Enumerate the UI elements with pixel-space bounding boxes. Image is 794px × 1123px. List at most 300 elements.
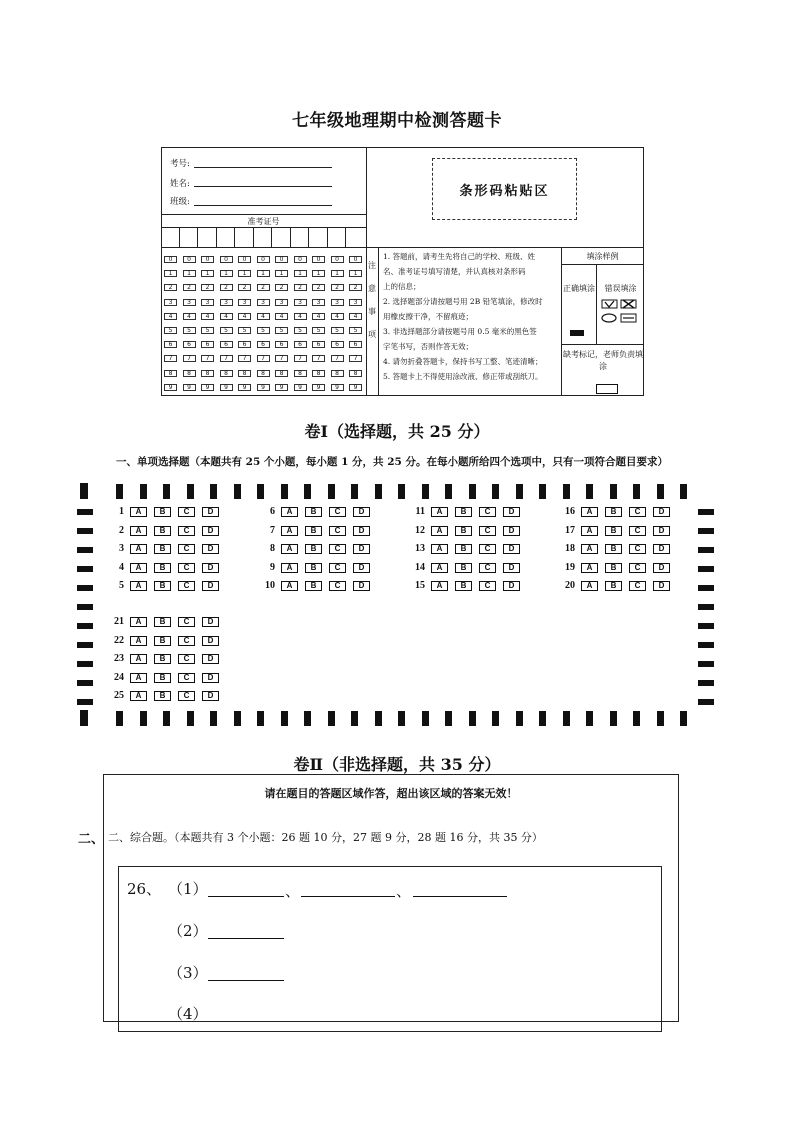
option-bubble-c[interactable]: C — [479, 544, 496, 554]
option-bubble-a[interactable]: A — [281, 544, 298, 554]
digit-bubble[interactable]: 8 — [183, 370, 196, 377]
option-bubble-d[interactable]: D — [353, 526, 370, 536]
option-bubble-d[interactable]: D — [202, 673, 219, 683]
timing-mark-top — [328, 484, 335, 499]
option-bubble-d[interactable]: D — [202, 617, 219, 627]
digit-bubble[interactable]: 1 — [220, 270, 233, 277]
option-bubble-c[interactable]: C — [178, 581, 195, 591]
option-bubble-b[interactable]: B — [154, 654, 171, 664]
option-bubble-c[interactable]: C — [629, 581, 646, 591]
option-bubble-a[interactable]: A — [281, 507, 298, 517]
digit-bubble[interactable]: 4 — [349, 313, 362, 320]
question-number: 1 — [119, 506, 124, 517]
option-bubble-b[interactable]: B — [455, 563, 472, 573]
digit-bubble[interactable]: 7 — [275, 355, 288, 362]
digit-bubble[interactable]: 1 — [294, 270, 307, 277]
timing-mark-top — [492, 484, 499, 499]
digit-bubble[interactable]: 7 — [312, 355, 325, 362]
ticket-cell[interactable] — [328, 227, 347, 247]
question-number: 11 — [415, 506, 425, 517]
option-bubble-d[interactable]: D — [653, 507, 670, 517]
digit-bubble[interactable]: 6 — [349, 341, 362, 348]
ticket-cell[interactable] — [161, 227, 180, 247]
digit-bubble[interactable]: 1 — [201, 270, 214, 277]
digit-bubble[interactable]: 8 — [201, 370, 214, 377]
option-bubble-a[interactable]: A — [431, 563, 448, 573]
option-bubble-b[interactable]: B — [605, 507, 622, 517]
timing-mark-bottom — [234, 711, 241, 726]
option-bubble-a[interactable]: A — [130, 563, 147, 573]
class-label: 班级: — [170, 197, 190, 207]
option-bubble-b[interactable]: B — [154, 617, 171, 627]
option-bubble-d[interactable]: D — [353, 507, 370, 517]
question-number: 21 — [114, 616, 124, 627]
option-bubble-c[interactable]: C — [178, 654, 195, 664]
question-number: 22 — [114, 634, 124, 646]
option-bubble-d[interactable]: D — [353, 581, 370, 591]
question-number: 9 — [270, 562, 275, 573]
digit-bubble[interactable]: 6 — [238, 341, 251, 348]
digit-bubble[interactable]: 7 — [164, 355, 177, 362]
option-bubble-a[interactable]: A — [581, 581, 598, 591]
wrong-fill-examples — [600, 297, 640, 327]
question-number: 14 — [415, 562, 425, 573]
timing-mark-left — [77, 604, 93, 610]
option-bubble-c[interactable]: C — [479, 563, 496, 573]
digit-bubble[interactable]: 1 — [312, 270, 325, 277]
digit-bubble[interactable]: 0 — [238, 256, 251, 263]
option-bubble-d[interactable]: D — [503, 507, 520, 517]
digit-bubble[interactable]: 9 — [220, 384, 233, 391]
option-bubble-d[interactable]: D — [202, 581, 219, 591]
digit-bubble[interactable]: 1 — [275, 270, 288, 277]
digit-bubble[interactable]: 5 — [349, 327, 362, 334]
digit-bubble[interactable]: 0 — [294, 256, 307, 263]
timing-mark-bottom — [281, 711, 288, 726]
option-bubble-c[interactable]: C — [178, 526, 195, 536]
digit-bubble[interactable]: 2 — [183, 284, 196, 291]
digit-bubble[interactable]: 7 — [349, 355, 362, 362]
digit-bubble[interactable]: 7 — [183, 355, 196, 362]
separator: 、 — [285, 882, 301, 900]
option-bubble-d[interactable]: D — [653, 581, 670, 591]
digit-bubble[interactable]: 1 — [238, 270, 251, 277]
option-bubble-d[interactable]: D — [653, 563, 670, 573]
digit-bubble[interactable]: 3 — [257, 299, 270, 306]
digit-bubble[interactable]: 5 — [294, 327, 307, 334]
timing-mark-left — [77, 528, 93, 534]
digit-bubble[interactable]: 7 — [220, 355, 233, 362]
digit-bubble[interactable]: 3 — [331, 299, 344, 306]
option-bubble-a[interactable]: A — [581, 544, 598, 554]
option-bubble-d[interactable]: D — [353, 544, 370, 554]
timing-mark-bottom — [116, 711, 123, 726]
option-bubble-a[interactable]: A — [431, 526, 448, 536]
option-bubble-b[interactable]: B — [605, 526, 622, 536]
digit-bubble[interactable]: 8 — [349, 370, 362, 377]
wrong-fill-label: 错误填涂 — [604, 284, 637, 293]
digit-bubble[interactable]: 9 — [201, 384, 214, 391]
digit-bubble[interactable]: 3 — [349, 299, 362, 306]
digit-bubble[interactable]: 5 — [331, 327, 344, 334]
digit-bubble[interactable]: 4 — [238, 313, 251, 320]
digit-bubble[interactable]: 6 — [275, 341, 288, 348]
digit-bubble[interactable]: 7 — [238, 355, 251, 362]
ticket-cell[interactable] — [309, 227, 328, 247]
absent-mark-box[interactable] — [596, 384, 618, 394]
option-bubble-b[interactable]: B — [305, 581, 322, 591]
option-bubble-c[interactable]: C — [178, 636, 195, 646]
digit-bubble[interactable]: 7 — [257, 355, 270, 362]
digit-bubble[interactable]: 6 — [220, 341, 233, 348]
digit-bubble[interactable]: 5 — [257, 327, 270, 334]
option-bubble-d[interactable]: D — [503, 544, 520, 554]
option-bubble-c[interactable]: C — [629, 563, 646, 573]
q26-1-blank-a[interactable] — [208, 880, 284, 897]
digit-bubble[interactable]: 7 — [201, 355, 214, 362]
q26-sub2-label: （2） — [168, 922, 208, 940]
digit-bubble[interactable]: 3 — [238, 299, 251, 306]
digit-bubble[interactable]: 3 — [220, 299, 233, 306]
digit-bubble[interactable]: 8 — [238, 370, 251, 377]
option-bubble-d[interactable]: D — [202, 544, 219, 554]
timing-mark-bottom — [304, 711, 311, 726]
option-bubble-d[interactable]: D — [202, 636, 219, 646]
option-bubble-b[interactable]: B — [605, 563, 622, 573]
q26-3-blank[interactable] — [208, 964, 284, 981]
option-bubble-c[interactable]: C — [629, 507, 646, 517]
timing-mark-left — [77, 699, 93, 705]
option-bubble-a[interactable]: A — [581, 563, 598, 573]
digit-bubble[interactable]: 4 — [275, 313, 288, 320]
q26-1-blank-c[interactable] — [413, 880, 507, 897]
timing-mark-top — [586, 484, 593, 499]
option-bubble-c[interactable]: C — [329, 507, 346, 517]
digit-bubble[interactable]: 3 — [201, 299, 214, 306]
digit-bubble[interactable]: 0 — [331, 256, 344, 263]
question-number: 12 — [415, 525, 425, 536]
digit-bubble[interactable]: 1 — [183, 270, 196, 277]
q26-1-blank-b[interactable] — [301, 880, 395, 897]
digit-bubble[interactable]: 4 — [312, 313, 325, 320]
option-bubble-c[interactable]: C — [329, 581, 346, 591]
option-bubble-c[interactable]: C — [178, 617, 195, 627]
digit-bubble[interactable]: 1 — [349, 270, 362, 277]
digit-bubble[interactable]: 2 — [294, 284, 307, 291]
notes-side-label — [366, 254, 378, 346]
timing-mark-top — [563, 484, 570, 499]
option-bubble-c[interactable]: C — [479, 526, 496, 536]
digit-bubble[interactable]: 8 — [257, 370, 270, 377]
q26-sub3-label: （3） — [168, 964, 208, 982]
digit-bubble[interactable]: 8 — [294, 370, 307, 377]
digit-bubble[interactable]: 3 — [164, 299, 177, 306]
option-bubble-a[interactable]: A — [130, 654, 147, 664]
digit-bubble[interactable]: 4 — [183, 313, 196, 320]
fill-sample-label: 填涂样例 — [586, 252, 619, 261]
option-bubble-d[interactable]: D — [653, 526, 670, 536]
q26-2-blank[interactable] — [208, 922, 284, 939]
digit-bubble[interactable]: 0 — [349, 256, 362, 263]
option-bubble-b[interactable]: B — [154, 526, 171, 536]
digit-bubble[interactable]: 0 — [257, 256, 270, 263]
option-bubble-b[interactable]: B — [455, 544, 472, 554]
option-bubble-b[interactable]: B — [154, 563, 171, 573]
divider — [161, 214, 366, 215]
option-bubble-c[interactable]: C — [329, 526, 346, 536]
exam-no-field[interactable] — [194, 157, 332, 168]
digit-bubble[interactable]: 4 — [294, 313, 307, 320]
digit-bubble[interactable]: 4 — [164, 313, 177, 320]
digit-bubble[interactable]: 4 — [257, 313, 270, 320]
option-bubble-d[interactable]: D — [503, 526, 520, 536]
digit-bubble[interactable]: 2 — [349, 284, 362, 291]
option-bubble-a[interactable]: A — [130, 691, 147, 701]
timing-mark-left — [77, 680, 93, 686]
option-bubble-d[interactable]: D — [503, 563, 520, 573]
ticket-cell[interactable] — [180, 227, 199, 247]
exam-no-label: 考号: — [170, 159, 190, 169]
digit-bubble[interactable]: 9 — [312, 384, 325, 391]
digit-bubble[interactable]: 4 — [331, 313, 344, 320]
option-bubble-b[interactable]: B — [455, 581, 472, 591]
ticket-cell[interactable] — [217, 227, 236, 247]
option-bubble-a[interactable]: A — [130, 636, 147, 646]
note-line: 5. 答题卡上不得使用涂改液、修正带或刮纸刀。 — [383, 372, 543, 381]
digit-bubble[interactable]: 8 — [164, 370, 177, 377]
digit-bubble[interactable]: 8 — [275, 370, 288, 377]
option-bubble-a[interactable]: A — [130, 581, 147, 591]
option-bubble-a[interactable]: A — [431, 507, 448, 517]
q26-label: 26、 — [127, 880, 162, 898]
option-bubble-a[interactable]: A — [130, 526, 147, 536]
timing-mark-right — [698, 699, 714, 705]
digit-bubble[interactable]: 8 — [312, 370, 325, 377]
option-bubble-a[interactable]: A — [281, 581, 298, 591]
digit-bubble[interactable]: 3 — [312, 299, 325, 306]
option-bubble-d[interactable]: D — [202, 563, 219, 573]
digit-bubble[interactable]: 9 — [164, 384, 177, 391]
digit-bubble[interactable]: 5 — [312, 327, 325, 334]
option-bubble-c[interactable]: C — [629, 544, 646, 554]
note-line: 4. 请勿折叠答题卡，保持书写工整、笔迹清晰； — [383, 357, 543, 366]
question-number: 20 — [565, 580, 575, 591]
digit-bubble[interactable]: 9 — [238, 384, 251, 391]
option-bubble-c[interactable]: C — [178, 673, 195, 683]
section2-title: 卷Ⅱ（非选择题，共 35 分） — [293, 755, 501, 774]
digit-bubble[interactable]: 3 — [294, 299, 307, 306]
option-bubble-a[interactable]: A — [281, 526, 298, 536]
digit-bubble[interactable]: 2 — [275, 284, 288, 291]
digit-bubble[interactable]: 9 — [275, 384, 288, 391]
digit-bubble[interactable]: 2 — [312, 284, 325, 291]
digit-bubble[interactable]: 2 — [164, 284, 177, 291]
digit-bubble[interactable]: 6 — [257, 341, 270, 348]
class-field[interactable] — [194, 195, 332, 206]
option-bubble-b[interactable]: B — [455, 526, 472, 536]
timing-mark-right — [698, 547, 714, 553]
option-bubble-d[interactable]: D — [202, 654, 219, 664]
digit-bubble[interactable]: 8 — [220, 370, 233, 377]
ticket-cell[interactable] — [198, 227, 217, 247]
timing-mark-top — [375, 484, 382, 499]
notes-side-char: 注 — [368, 261, 376, 270]
digit-bubble[interactable]: 5 — [275, 327, 288, 334]
timing-mark-left — [77, 566, 93, 572]
timing-mark-top — [633, 484, 640, 499]
digit-bubble[interactable]: 6 — [312, 341, 325, 348]
option-bubble-c[interactable]: C — [479, 507, 496, 517]
option-bubble-c[interactable]: C — [178, 544, 195, 554]
option-bubble-c[interactable]: C — [178, 507, 195, 517]
option-bubble-c[interactable]: C — [329, 563, 346, 573]
timing-mark-bottom — [351, 711, 358, 726]
option-bubble-b[interactable]: B — [605, 581, 622, 591]
question-number: 24 — [114, 671, 124, 683]
digit-bubble[interactable]: 5 — [220, 327, 233, 334]
digit-bubble[interactable]: 5 — [164, 327, 177, 334]
timing-mark-top — [469, 484, 476, 499]
question-number: 18 — [565, 543, 575, 554]
timing-mark-top — [234, 484, 241, 499]
option-bubble-b[interactable]: B — [305, 526, 322, 536]
correct-fill-example — [570, 330, 584, 336]
timing-mark-bottom — [257, 711, 264, 726]
digit-bubble[interactable]: 9 — [331, 384, 344, 391]
question-number: 6 — [270, 506, 275, 517]
digit-bubble[interactable]: 2 — [257, 284, 270, 291]
option-bubble-b[interactable]: B — [154, 507, 171, 517]
timing-mark-right — [698, 642, 714, 648]
answer-warning: 请在题目的答题区域作答，超出该区域的答案无效！ — [264, 787, 518, 800]
digit-bubble[interactable]: 1 — [164, 270, 177, 277]
digit-bubble[interactable]: 1 — [257, 270, 270, 277]
option-bubble-d[interactable]: D — [202, 691, 219, 701]
digit-bubble[interactable]: 0 — [275, 256, 288, 263]
ticket-cell[interactable] — [235, 227, 254, 247]
option-bubble-d[interactable]: D — [202, 507, 219, 517]
timing-mark-bottom — [680, 711, 687, 726]
note-line: 3. 非选择题部分请按题号用 0.5 毫米的黑色签 — [383, 327, 537, 336]
digit-bubble[interactable]: 3 — [183, 299, 196, 306]
digit-bubble[interactable]: 7 — [331, 355, 344, 362]
timing-mark-top — [351, 484, 358, 499]
option-bubble-c[interactable]: C — [178, 691, 195, 701]
digit-bubble[interactable]: 6 — [201, 341, 214, 348]
option-bubble-a[interactable]: A — [130, 544, 147, 554]
digit-bubble[interactable]: 9 — [349, 384, 362, 391]
option-bubble-b[interactable]: B — [154, 544, 171, 554]
digit-bubble[interactable]: 4 — [201, 313, 214, 320]
digit-bubble[interactable]: 2 — [220, 284, 233, 291]
digit-bubble[interactable]: 0 — [164, 256, 177, 263]
name-field[interactable] — [194, 176, 332, 187]
digit-bubble[interactable]: 5 — [201, 327, 214, 334]
digit-bubble[interactable]: 2 — [238, 284, 251, 291]
option-bubble-d[interactable]: D — [202, 526, 219, 536]
digit-bubble[interactable]: 2 — [201, 284, 214, 291]
option-bubble-a[interactable]: A — [431, 544, 448, 554]
option-bubble-c[interactable]: C — [329, 544, 346, 554]
option-bubble-b[interactable]: B — [154, 691, 171, 701]
option-bubble-a[interactable]: A — [130, 507, 147, 517]
digit-bubble[interactable]: 6 — [331, 341, 344, 348]
option-bubble-d[interactable]: D — [503, 581, 520, 591]
question-number: 8 — [270, 543, 275, 554]
timing-mark-right — [698, 680, 714, 686]
option-bubble-c[interactable]: C — [629, 526, 646, 536]
option-bubble-b[interactable]: B — [305, 563, 322, 573]
note-line: 1. 答题前，请考生先将自己的学校、班级、姓 — [383, 252, 536, 261]
digit-bubble[interactable]: 0 — [312, 256, 325, 263]
ticket-cell[interactable] — [291, 227, 310, 247]
option-bubble-c[interactable]: C — [479, 581, 496, 591]
question-number: 2 — [119, 525, 124, 536]
note-line: 2. 选择题部分请按题号用 2B 铅笔填涂，修改时 — [383, 297, 543, 306]
digit-bubble[interactable]: 6 — [294, 341, 307, 348]
option-bubble-b[interactable]: B — [154, 636, 171, 646]
divider — [561, 264, 644, 265]
digit-bubble[interactable]: 3 — [275, 299, 288, 306]
option-bubble-b[interactable]: B — [455, 507, 472, 517]
option-bubble-a[interactable]: A — [130, 673, 147, 683]
option-bubble-b[interactable]: B — [154, 673, 171, 683]
option-bubble-a[interactable]: A — [581, 526, 598, 536]
question-number: 5 — [119, 580, 124, 591]
digit-bubble[interactable]: 9 — [257, 384, 270, 391]
option-bubble-d[interactable]: D — [653, 544, 670, 554]
digit-bubble[interactable]: 6 — [183, 341, 196, 348]
digit-bubble[interactable]: 0 — [201, 256, 214, 263]
option-bubble-b[interactable]: B — [154, 581, 171, 591]
option-bubble-a[interactable]: A — [281, 563, 298, 573]
digit-bubble[interactable]: 9 — [183, 384, 196, 391]
ticket-cell[interactable] — [254, 227, 273, 247]
timing-mark-top — [516, 484, 523, 499]
digit-bubble[interactable]: 5 — [238, 327, 251, 334]
digit-bubble[interactable]: 5 — [183, 327, 196, 334]
option-bubble-b[interactable]: B — [305, 544, 322, 554]
timing-mark-right — [698, 604, 714, 610]
option-bubble-b[interactable]: B — [605, 544, 622, 554]
option-bubble-a[interactable]: A — [431, 581, 448, 591]
q26-sub4-label: （4） — [168, 1005, 208, 1023]
option-bubble-c[interactable]: C — [178, 563, 195, 573]
digit-bubble[interactable]: 4 — [220, 313, 233, 320]
ticket-cell[interactable] — [272, 227, 291, 247]
option-bubble-a[interactable]: A — [130, 617, 147, 627]
digit-bubble[interactable]: 0 — [220, 256, 233, 263]
digit-bubble[interactable]: 2 — [331, 284, 344, 291]
timing-mark-top — [539, 484, 546, 499]
digit-bubble[interactable]: 8 — [331, 370, 344, 377]
option-bubble-b[interactable]: B — [305, 507, 322, 517]
digit-bubble[interactable]: 6 — [164, 341, 177, 348]
timing-mark-bottom — [187, 711, 194, 726]
notes-side-char: 项 — [368, 330, 376, 339]
digit-bubble[interactable]: 7 — [294, 355, 307, 362]
question-number: 17 — [565, 525, 575, 536]
digit-bubble[interactable]: 9 — [294, 384, 307, 391]
option-bubble-d[interactable]: D — [353, 563, 370, 573]
timing-mark-bottom — [328, 711, 335, 726]
digit-bubble[interactable]: 1 — [331, 270, 344, 277]
option-bubble-a[interactable]: A — [581, 507, 598, 517]
q26-sub1-label: （1） — [168, 880, 208, 898]
digit-bubble[interactable]: 0 — [183, 256, 196, 263]
timing-mark-bottom — [469, 711, 476, 726]
timing-mark-top — [398, 484, 405, 499]
